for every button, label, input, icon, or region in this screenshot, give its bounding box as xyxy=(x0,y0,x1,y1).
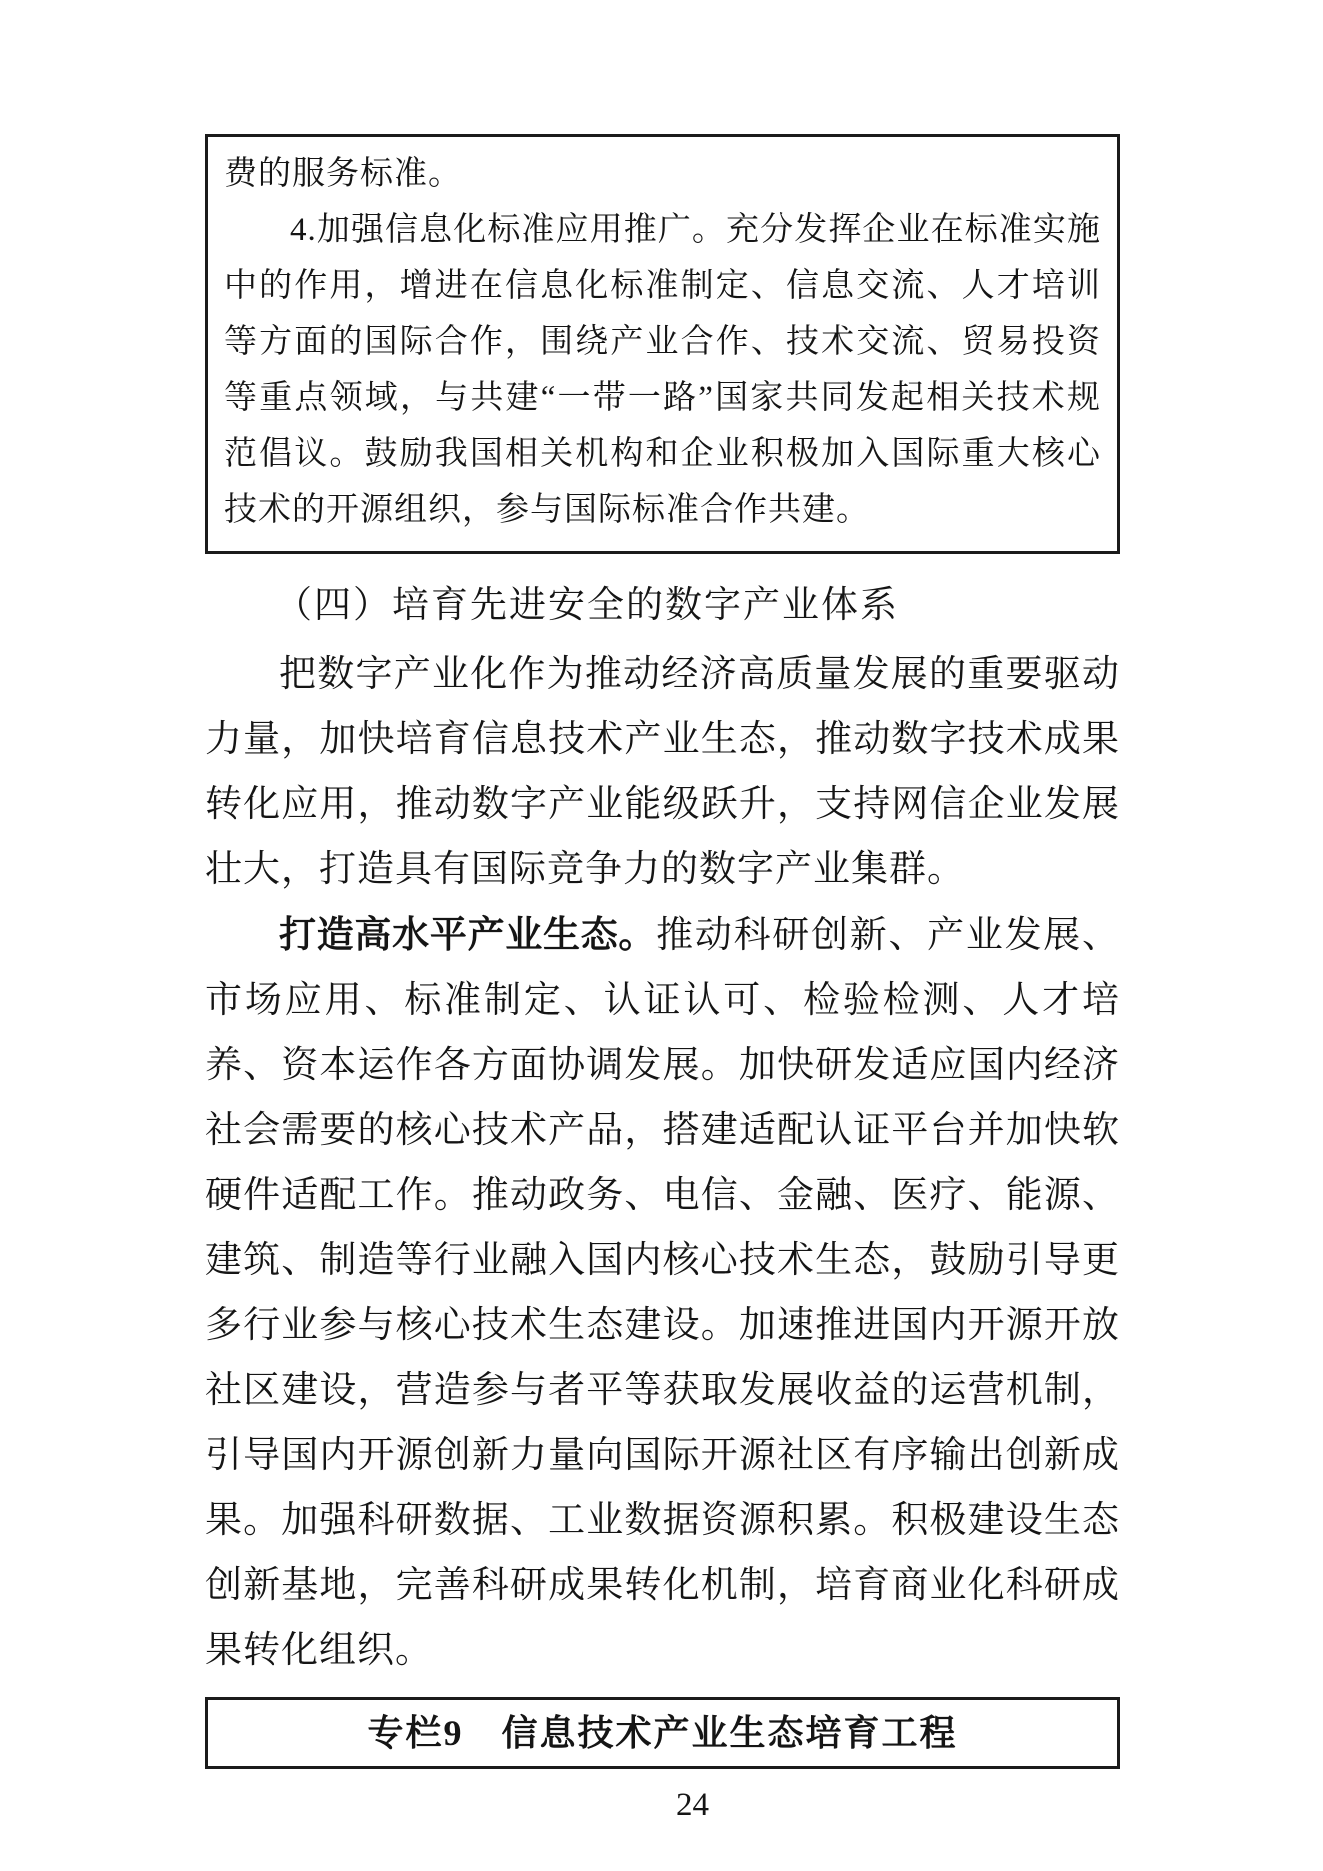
paragraph-2-body: 推动科研创新、产业发展、市场应用、标准制定、认证认可、检验检测、人才培养、资本运作各方面协调发展。加快研发适应国内经济社会需要的核心技术产品，搭建适配认证平台并加快软硬件适配工作。推动政务、电信、金融、医疗、能源、建筑、制造等行业融入国内核心技术生态，鼓励引导更多行业参与核心技术生态建设。加速推进国内开源开放社区建设，营造参与者平等获取发展收益的运营机制，引导国内开源创新力量向国际开源社区有序输出创新成果。加强科研数据、工业数据资源积累。积极建设生态创新基地，完善科研成果转化机制，培育商业化科研成果转化组织。 xyxy=(205,915,1121,1671)
page-number: 24 xyxy=(676,1787,709,1823)
callout-top-paragraph-item4: 4.加强信息化标准应用推广。充分发挥企业在标准实施中的作用，增进在信息化标准制定、信息交流、人才培训等方面的国际合作，围绕产业合作、技术交流、贸易投资等重点领域，与共建“一带一路”国家共同发起相关技术规范倡议。鼓励我国相关机构和企业积极加入国际重大核心技术的开源组织，参与国际标准合作共建。 xyxy=(224,212,1101,528)
callout-box-top xyxy=(205,134,1120,554)
callout-top-paragraph-continuation: 费的服务标准。 xyxy=(224,156,462,192)
paragraph-2-lead: 打造高水平产业生态。 xyxy=(279,914,657,955)
section-heading: （四）培育先进安全的数字产业体系 xyxy=(275,585,899,626)
callout-bottom-title: 专栏9 信息技术产业生态培育工程 xyxy=(367,1713,958,1753)
page-content xyxy=(205,0,1120,1825)
callout-box-bottom xyxy=(205,1697,1120,1769)
body-paragraph-2 xyxy=(205,902,1120,1683)
body-paragraph-1: 把数字产业化作为推动经济高质量发展的重要驱动力量，加快培育信息技术产业生态，推动数字技术成果转化应用，推动数字产业能级跃升，支持网信企业发展壮大，打造具有国际竞争力的数字产业集群。 xyxy=(205,654,1120,890)
